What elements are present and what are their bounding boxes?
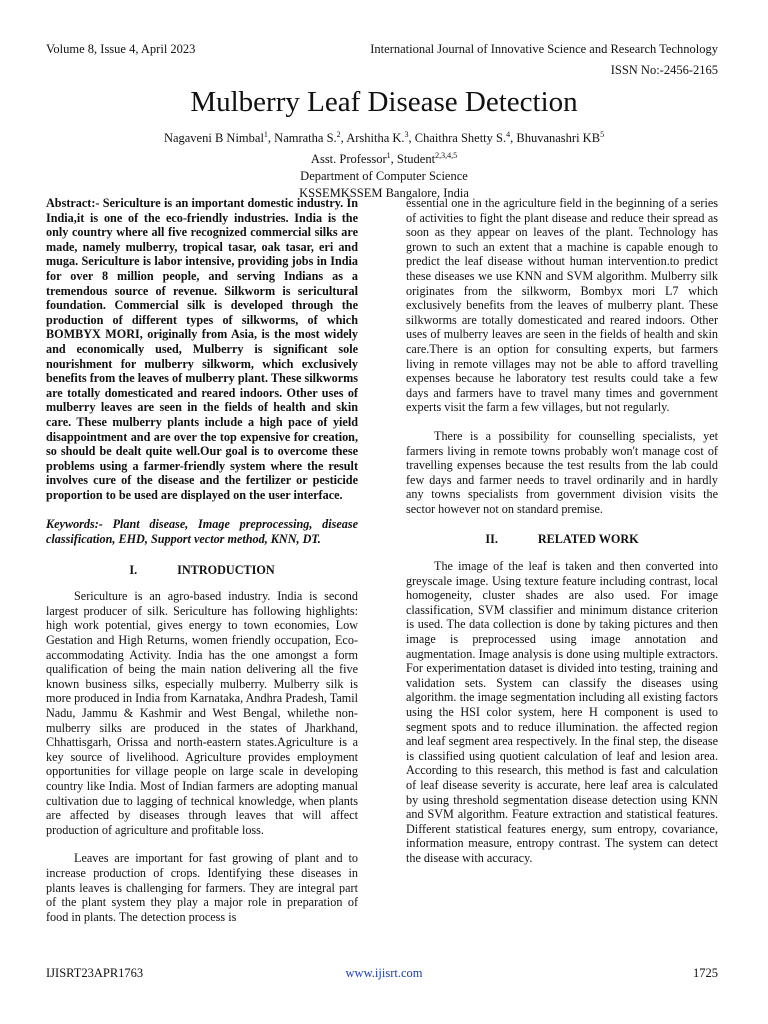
footer-website-link[interactable]: www.ijisrt.com: [345, 966, 423, 980]
author-sup: 2: [336, 130, 341, 139]
section-heading-introduction: [46, 563, 358, 578]
section-number: II.: [485, 532, 498, 547]
author-name: Namratha S.: [274, 131, 337, 146]
author-name: Bhuvanashri KB: [516, 131, 601, 146]
institution: KSSEMKSSEM Bangalore, India: [299, 186, 469, 201]
author-sup: 5: [600, 130, 605, 139]
intro-paragraph: Sericulture is an agro-based industry. India is second largest producer of silk. Sericulture has following highlights: high work potential, gives energy to town economies, Low Gestation and High Returns, women friendly occupation, Eco-accommodating Activity. India has the one amongst a form qualification of being the main nation delivering all the five known business silks, especially mulberry. Mulberry silk is more produced in India from Karnataka, Andhra Pradesh, Tamil Nadu, Jammu & Kashmir and West Bengal, whilethe non-mulberry silks are produced in the states of Jharkhand, Chhattisgarh, Orissa and north-eastern states.Agriculture is a key source of livelihood. Agriculture provides employment opportunities for village people on large scale in developing country like India. Most of Indian farmers are adopting manual cultivation due to lagging of technical knowledge, when plants are affected by diseases through leaves that will affect production of agriculture and profitable loss.: [46, 589, 358, 837]
paper-title: Mulberry Leaf Disease Detection: [190, 86, 578, 118]
section-number: I.: [129, 562, 138, 577]
role-professor: Asst. Professor: [310, 152, 387, 167]
author-block: [0, 126, 768, 202]
intro-paragraph: Leaves are important for fast growing of plant and to increase production of crops. Identifying these diseases in plants leaves is challenging for farmers. They are integral part of the plant system they play a major role in preparation of food in plants. The detection process is: [46, 851, 358, 924]
role-student-sup: 2,3,4,5: [435, 151, 458, 161]
footer-code: IJISRT23APR1763: [46, 966, 144, 980]
header-issn: ISSN No:-2456-2165: [610, 63, 718, 77]
header-journal: International Journal of Innovative Science and Research Technology: [370, 42, 718, 56]
footer-page-number: 1725: [693, 966, 718, 980]
department: Department of Computer Science: [300, 169, 468, 184]
section-title: RELATED WORK: [537, 532, 639, 547]
related-work-paragraph: The image of the leaf is taken and then converted into greyscale image. Using texture feature including contrast, local homogeneity, cluster shades are also used. For image classification, SVM classifier and minimum distance criterion is used. The data collection is done by taking pictures and then image is preprocessed using image annotation and augmentation. Image analysis is done using multiple extractors. For experimentation dataset is divided into testing, training and validation sets. System can classify the diseases using algorithm. the image segmentation including all existing factors using the HSI color system, here H component is used to segment spots and to reduce illumination. the affected region and leaf segment area respectively. In the final step, the disease is classified using quotient calculation of leaf and lesion area. According to this research, this method is fast and calculation of leaf disease severity is accurate, here leaf area is calculated by using threshold segmentation disease detection using KNN and SVM algorithm. Feature extraction and statistical features. Different statistical features energy, sum entropy, covariance, information measure, entropy contrast. The system can detect the disease with accuracy.: [406, 559, 718, 865]
role-student: Student: [396, 152, 436, 167]
author-sup: 1: [263, 130, 268, 139]
right-column: [406, 196, 718, 866]
author-name: Chaithra Shetty S.: [414, 131, 507, 146]
author-sup: 4: [506, 130, 511, 139]
section-heading-related-work: [406, 532, 718, 547]
abstract: Abstract:- Sericulture is an important domestic industry. In India,it is one of the eco-friendly industries. India is the only country where all five recognized commercial silks are made, namely mulberry, tropical tasar, oak tasar, eri and muga. Sericulture is labor intensive, providing jobs in India for over 8 million people, and serving Indians as a tremendous source of revenue. Silkworm is sericultural foundation. Commercial silk is developed through the production of different types of silkworms, of which BOMBYX MORI, originally from Asia, is the most widely and economically used, Mulberry is significant sole nourishment for mulberry silkworm, which exclusively benefits from the leaves of mulberry plant. These silkworms are totally domesticated and reared indoors. Other uses of mulberry leaves are seen in the fields of health and skin care. These mulberry plants include a high pace of yield disappointment and are over the top expensive for creation, so should be dealt quite well.Our goal is to overcome these problems using a farmer-friendly system where the result involves cure of the disease and the fertilizer or pesticide proportion to be used are displayed on the user interface.: [46, 196, 358, 502]
author-roles: Asst. Professor$^1$, Student$^{2,3,4,5}$: [310, 151, 458, 167]
body-paragraph: essential one in the agriculture field in the beginning of a series of activities to fight the plant disease and reduce their spread as soon as they appear on leaves of the plant. Technology has grown to such an extent that a machine is capable enough to predict the leaf disease without human intervention.to predict these diseases we use KNN and SVM algorithm. Mulberry silk originates from the silkworm, Bombyx mori L7 which exclusively benefits from the leaves of mulberry plant. These silkworms are totally domesticated and reared indoors. Other uses of mulberry leaves are seen in the fields of health and skin care.There is an option for consulting experts, but farmers living in remote villages may not be able to afford travelling expenses because he laboratory test results could take a few days and farmers have to travel many times and government experts visit the farm a few villages, but not regularly.: [406, 196, 718, 415]
section-title: INTRODUCTION: [177, 562, 275, 577]
role-professor-sup: 1: [386, 151, 391, 161]
header-volume: Volume 8, Issue 4, April 2023: [46, 42, 196, 56]
body-paragraph: There is a possibility for counselling specialists, yet farmers living in remote towns probably won't manage cost of travelling expenses because the test results from the lab could few days and farmer needs to travel ordinarily and in hardly any towns specialists from government division visits the sector however not on standard premise.: [406, 428, 718, 516]
author-names: Nagaveni B Nimbal$^1$, Namratha S.$^2$, Arshitha K.$^3$, Chaithra Shetty S.$^4$, Bhuvanashri $KB^5$: [163, 130, 605, 146]
left-column: [46, 196, 358, 924]
author-sup: 3: [404, 130, 409, 139]
keywords: Keywords:- Plant disease, Image preprocessing, disease classification, EHD, Support vector method, KNN, DT.: [46, 517, 358, 547]
author-name: Nagaveni B Nimbal: [163, 131, 264, 146]
author-name: Arshitha K.: [346, 131, 405, 146]
